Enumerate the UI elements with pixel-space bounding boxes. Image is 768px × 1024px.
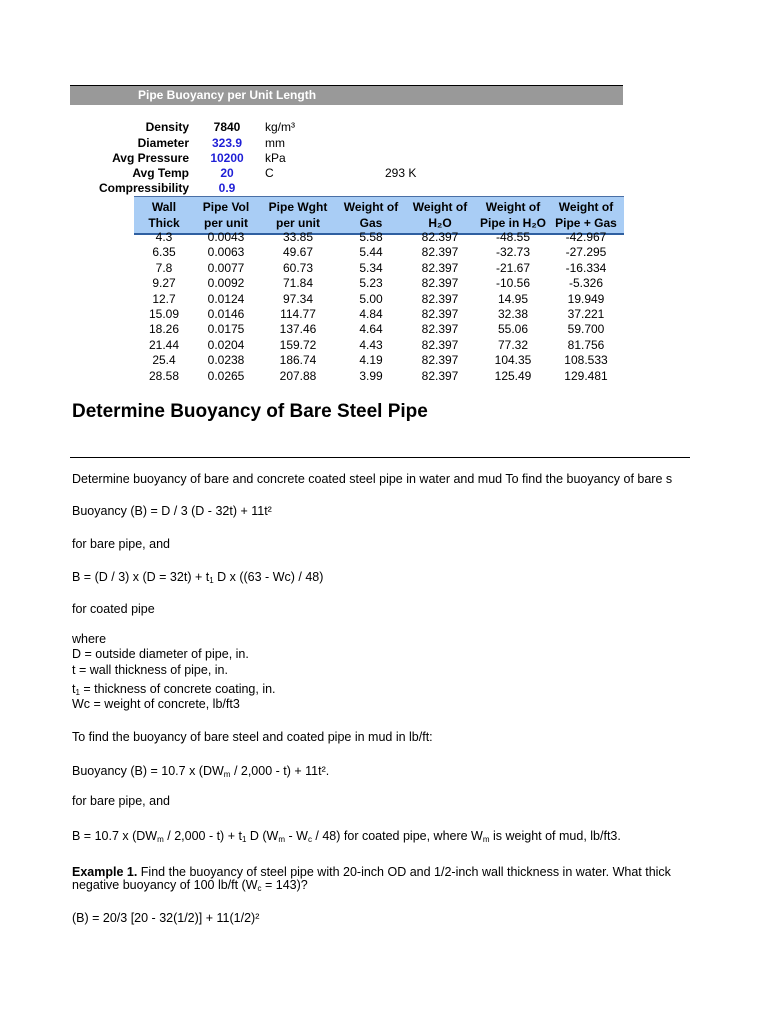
table-cell: -27.295 xyxy=(565,245,607,260)
param-unit: kPa xyxy=(265,151,286,165)
table-row xyxy=(134,230,624,245)
table-cell: 0.0175 xyxy=(207,322,245,337)
table-cell: 104.35 xyxy=(494,353,532,368)
table-cell: -42.967 xyxy=(565,230,607,244)
table-cell: 81.756 xyxy=(567,337,605,352)
sheet-title-banner xyxy=(70,85,623,105)
table-cell: 82.397 xyxy=(421,322,459,337)
mud-intro: To find the buoyancy of bare steel and coated pipe in mud in lb/ft: xyxy=(72,730,433,744)
table-cell: 97.34 xyxy=(282,291,314,306)
table-cell: 82.397 xyxy=(421,230,459,244)
example-line-1: Example 1. Find the buoyancy of steel pipe with 20-inch OD and 1/2-inch wall thickness in water. What thick xyxy=(72,865,671,879)
table-row xyxy=(134,292,624,307)
table-cell: 7.8 xyxy=(155,260,173,275)
table-cell: 33.85 xyxy=(282,230,314,244)
table-cell: 12.7 xyxy=(152,291,176,306)
param-label: Compressibility xyxy=(98,181,189,195)
table-cell: 4.19 xyxy=(359,353,383,368)
param-value[interactable]: 20 xyxy=(220,166,234,180)
table-cell: 82.397 xyxy=(421,353,459,368)
table-cell: -32.73 xyxy=(495,245,531,260)
table-cell: 71.84 xyxy=(282,276,314,291)
table-cell: 82.397 xyxy=(421,368,459,383)
table-cell: 82.397 xyxy=(421,307,459,321)
definition-d: D = outside diameter of pipe, in. xyxy=(72,647,249,661)
table-row xyxy=(134,369,624,384)
param-label: Avg Pressure xyxy=(112,151,189,165)
table-cell: 49.67 xyxy=(282,245,314,260)
table-cell: 37.221 xyxy=(567,307,605,321)
column-header: Pipe Vol per unit xyxy=(202,200,250,230)
table-cell: 5.23 xyxy=(359,276,383,291)
table-cell: 21.44 xyxy=(148,337,180,352)
table-cell: 186.74 xyxy=(279,353,317,368)
example-line-2: negative buoyancy of 100 lb/ft $(W_c = 143)$? xyxy=(72,878,308,893)
table-cell: 0.0124 xyxy=(207,291,245,306)
param-label: Avg Temp xyxy=(132,166,189,180)
formula-coated: B = (D / 3) x $(D = 32t) + t_1$ D x ((63 - Wc) / 48) xyxy=(72,570,324,585)
table-cell: -16.334 xyxy=(565,260,607,275)
param-value[interactable]: 7840 xyxy=(213,120,241,134)
table-cell: 32.38 xyxy=(497,307,529,321)
intro-paragraph: Determine buoyancy of bare and concrete coated steel pipe in water and mud To find the buoyancy of bare s xyxy=(72,472,673,486)
table-cell: 0.0146 xyxy=(207,307,245,321)
definition-t: t = wall thickness of pipe, in. xyxy=(72,663,228,677)
table-row xyxy=(134,307,624,322)
sheet-title: Pipe Buoyancy per Unit Length xyxy=(138,88,317,102)
table-cell: 82.397 xyxy=(421,245,459,260)
definition-t1: $t_1$ = thickness of concrete coating, in. xyxy=(72,682,276,697)
table-cell: 0.0204 xyxy=(207,337,245,352)
table-cell: 137.46 xyxy=(279,322,317,337)
example-calculation: (B) = 20/3 [20 - 32(1/2)] + 11(1/2)² xyxy=(72,911,260,925)
table-cell: 59.700 xyxy=(567,322,605,337)
table-cell: 5.00 xyxy=(359,291,383,306)
table-cell: 5.58 xyxy=(359,230,383,244)
where-label: where xyxy=(72,632,107,646)
table-cell: 0.0092 xyxy=(207,276,245,291)
table-cell: 5.44 xyxy=(359,245,383,260)
table-cell: 6.35 xyxy=(152,245,176,260)
page-heading: Determine Buoyancy of Bare Steel Pipe xyxy=(72,401,428,422)
column-header: Weight of Pipe + Gas xyxy=(555,200,617,230)
formula-mud-coated: B = 10.7 x $(DW_m / 2,000 - t) + t_1$ D $(W_m - W_c / 48)$ for coated pipe, where $W_m$ is weight of mud, lb/ft3. xyxy=(72,829,621,844)
table-row xyxy=(134,322,624,337)
table-cell: -48.55 xyxy=(495,230,531,244)
table-row xyxy=(134,353,624,368)
table-cell: 14.95 xyxy=(497,291,529,306)
table-cell: 0.0063 xyxy=(207,245,245,260)
bare-pipe-note-2: for bare pipe, and xyxy=(72,794,170,808)
table-cell: 28.58 xyxy=(148,368,180,383)
param-value[interactable]: 323.9 xyxy=(211,136,243,150)
column-header: Weight of Pipe in H₂O xyxy=(479,200,546,230)
param-label: Diameter xyxy=(137,136,189,150)
table-cell: 0.0043 xyxy=(207,230,245,244)
table-cell: 4.64 xyxy=(359,322,383,337)
table-cell: 3.99 xyxy=(359,368,383,383)
table-row xyxy=(134,338,624,353)
table-cell: 60.73 xyxy=(282,260,314,275)
table-cell: 19.949 xyxy=(567,291,605,306)
table-cell: 108.533 xyxy=(564,353,608,368)
param-value[interactable]: 10200 xyxy=(210,151,244,165)
column-header: Wall Thick xyxy=(148,200,180,230)
table-cell: 4.84 xyxy=(359,307,383,321)
divider xyxy=(70,457,690,458)
table-cell: 82.397 xyxy=(421,291,459,306)
param-value[interactable]: 0.9 xyxy=(218,181,236,195)
table-cell: -21.67 xyxy=(495,260,531,275)
table-cell: 18.26 xyxy=(148,322,180,337)
table-cell: 0.0238 xyxy=(207,353,245,368)
table-row xyxy=(134,261,624,276)
param-unit: mm xyxy=(265,136,285,150)
table-row xyxy=(134,276,624,291)
column-header: Pipe Wght per unit xyxy=(268,200,328,230)
table-cell: 125.49 xyxy=(494,368,532,383)
param-label: Density xyxy=(145,120,189,134)
table-cell: 5.34 xyxy=(359,260,383,275)
table-cell: 4.43 xyxy=(359,337,383,352)
table-cell: 0.0265 xyxy=(207,368,245,383)
table-cell: -10.56 xyxy=(495,276,531,291)
bare-pipe-note: for bare pipe, and xyxy=(72,537,170,551)
table-cell: 25.4 xyxy=(152,353,176,368)
param-unit: C xyxy=(265,166,274,180)
formula-mud-bare: Buoyancy (B) = 10.7 x $(DW_m / 2,000 - t) + 11t^2$. xyxy=(72,764,330,779)
table-cell: 82.397 xyxy=(421,276,459,291)
table-cell: 82.397 xyxy=(421,337,459,352)
table-row xyxy=(134,245,624,260)
table-cell: 15.09 xyxy=(148,307,180,321)
table-cell: 9.27 xyxy=(152,276,176,291)
table-cell: 114.77 xyxy=(280,307,316,321)
table-cell: 159.72 xyxy=(279,337,317,352)
table-cell: 129.481 xyxy=(564,368,608,383)
table-cell: -5.326 xyxy=(568,276,604,291)
column-header: Weight of H₂O xyxy=(412,200,468,230)
table-cell: 82.397 xyxy=(421,260,459,275)
definition-wc: Wc = weight of concrete, lb/ft3 xyxy=(72,697,240,711)
coated-pipe-note: for coated pipe xyxy=(72,602,155,616)
table-cell: 55.06 xyxy=(497,322,529,337)
table-cell: 77.32 xyxy=(497,337,529,352)
column-header: Weight of Gas xyxy=(343,200,399,230)
table-cell: 0.0077 xyxy=(207,260,245,275)
param-unit: kg/m³ xyxy=(265,120,295,134)
temp-kelvin: 293 K xyxy=(385,166,417,180)
table-cell: 207.88 xyxy=(279,368,317,383)
table-cell: 4.3 xyxy=(155,230,173,244)
formula-bare: Buoyancy (B) = D / 3 (D - 32t) + 11t² xyxy=(72,504,272,518)
